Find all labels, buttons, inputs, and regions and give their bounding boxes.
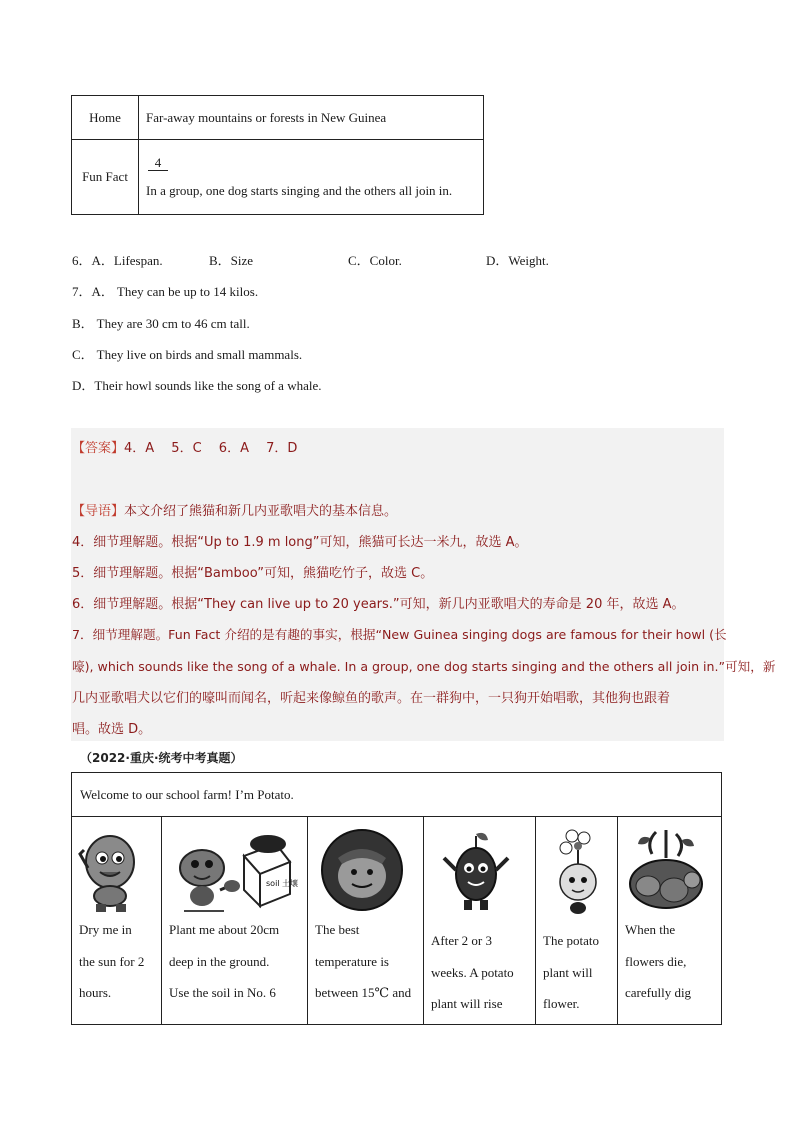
cell-4-line-2: weeks. A potato [431,964,514,980]
potato-harvest-icon [626,828,706,914]
cell-4-line-1: After 2 or 3 [431,933,493,948]
cell-5-text [543,925,599,1020]
cell-3-line-2: temperature is [315,953,389,969]
explanation-7-line-2: 嚎), which sounds like the song of a whale. In a group, one dog starts singing and the others all join in.”可知，新 [72,659,776,674]
answer-text: 4．A 5．C 6．A 7．D [124,441,298,456]
guide-text: 本文介绍了熊猫和新几内亚歌唱犬的基本信息。 [124,504,398,519]
info-row-home [72,96,484,140]
soil-box-label: soil 土壤 [266,879,298,888]
q6-option-b: B．Size [209,253,254,268]
cell-1-line-2: the sun for 2 [79,953,145,969]
farm-cell-6 [618,816,721,1024]
potato-thermometer-icon [318,828,406,914]
farm-table [71,772,722,1025]
cell-5-line-2: plant will [543,964,593,980]
q7-option-a: 7．A． They can be up to 14 kilos. [72,284,259,299]
answer-line [72,437,297,456]
blank-number: 4 [148,156,168,171]
cell-2-text [169,914,279,1009]
explanation-4: 4．细节理解题。根据“Up to 1.9 m long”可知，熊猫可长达一米九，故选 A。 [72,535,528,550]
home-key: Home [72,96,139,140]
cell-2-line-3: Use the soil in No. 6 [169,985,276,1000]
potato-waving-icon [78,828,148,914]
fun-fact-text: In a group, one dog starts singing and the others all join in. [146,183,453,198]
guide-tag: 【导语】 [72,504,125,519]
cell-1-line-3: hours. [79,985,112,1000]
q6-option-a: 6．A．Lifespan. [72,253,163,268]
guide-line [72,500,397,519]
explanation-7-line-3: 几内亚歌唱犬以它们的嚎叫而闻名，听起来像鲸鱼的歌声。在一群狗中，一只狗开始唱歌，其他狗也跟着 [72,691,671,706]
explanation-6: 6．细节理解题。根据“They can live up to 20 years.”可知，新几内亚歌唱犬的寿命是 20 年，故选 A。 [72,597,685,612]
info-table [71,95,484,215]
q7-option-b: B． They are 30 cm to 46 cm tall. [72,316,250,331]
cell-5-line-1: The potato [543,933,599,948]
cell-6-line-2: flowers die, [625,953,687,969]
potato-soil-box-icon [168,828,298,914]
q7-option-c: C． They live on birds and small mammals. [72,347,303,362]
farm-cell-4 [424,816,536,1024]
cell-3-line-3: between 15℃ and [315,985,412,1000]
fun-fact-value [139,140,484,215]
farm-welcome: Welcome to our school farm! I’m Potato. [80,787,294,802]
explanation-7-line-4: 唱。故选 D。 [72,722,152,737]
cell-1-text [79,914,144,1009]
answer-tag: 【答案】 [72,441,125,456]
cell-3-text [315,914,411,1009]
home-value: Far-away mountains or forests in New Guinea [139,96,484,140]
cell-6-line-3: carefully dig [625,985,692,1000]
source-label: （2022·重庆·统考中考真题） [80,751,243,765]
cell-6-line-1: When the [625,922,676,937]
potato-sprout-icon [436,828,516,916]
farm-header [72,773,721,817]
q6-option-c: C．Color. [348,253,402,268]
cell-4-line-3: plant will rise [431,996,503,1011]
farm-cell-1 [72,816,162,1024]
farm-cell-3 [308,816,424,1024]
explanation-7-line-1: 7．细节理解题。Fun Fact 介绍的是有趣的事实，根据“New Guinea singing dogs are famous for their howl (长 [72,627,727,642]
explanation-5: 5．细节理解题。根据“Bamboo”可知，熊猫吃竹子，故选 C。 [72,566,434,581]
potato-flower-icon [546,828,610,918]
farm-cell-2 [162,816,308,1024]
info-row-fun-fact [72,140,484,215]
cell-3-line-1: The best [315,922,360,937]
cell-5-line-3: flower. [543,996,580,1011]
q7-option-d: D．Their howl sounds like the song of a whale. [72,378,322,393]
q6-option-d: D．Weight. [486,253,549,268]
cell-2-line-1: Plant me about 20cm [169,922,280,937]
cell-2-line-2: deep in the ground. [169,953,270,969]
cell-6-text [625,914,691,1009]
farm-cell-5 [536,816,618,1024]
cell-1-line-1: Dry me in [79,922,132,937]
cell-4-text [431,925,514,1020]
fun-fact-key: Fun Fact [72,140,139,215]
